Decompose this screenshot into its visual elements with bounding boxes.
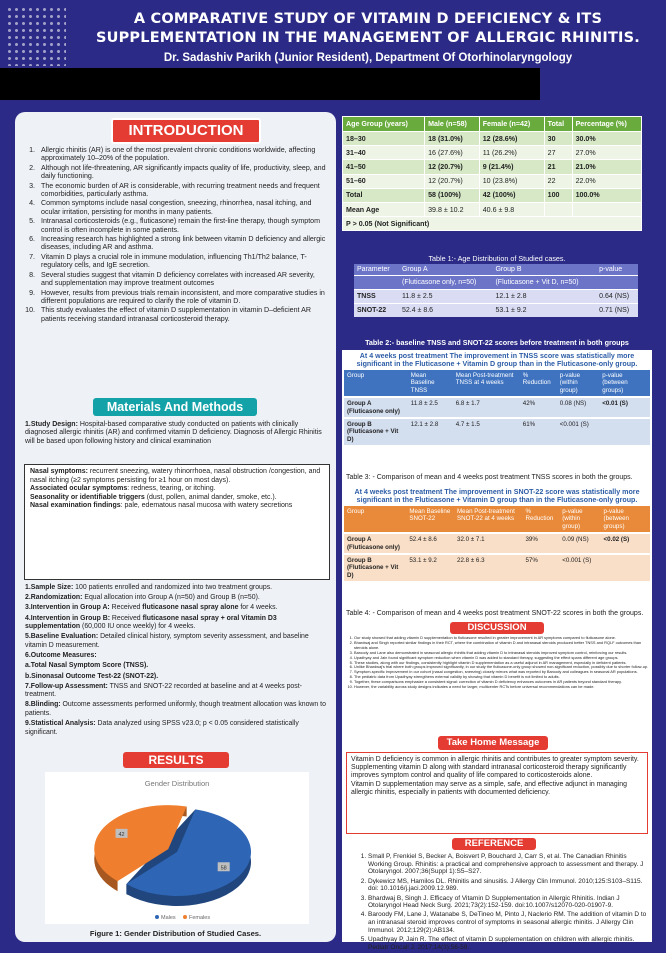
table-header-cell: Age Group (years) — [343, 117, 425, 132]
study-design-paragraph — [25, 421, 330, 446]
table-header-cell: p-value — [596, 264, 638, 276]
introduction-item: 9. However, results from previous trials remain inconsistent, and more comparative studies in different populations are required to clarify the role of vitamin D. — [37, 289, 327, 306]
table-cell: 52.4 ± 8.6 — [406, 533, 454, 554]
table-header-cell: Group — [344, 506, 406, 533]
discussion-item: 1. Our study showed that adding vitamin D supplementation to fluticasone resulted in greater improvement in AR symptoms compared to fluticasone alone. — [354, 636, 650, 641]
step-label: 9.Statistical Analysis: — [25, 720, 96, 728]
table-header-cell: Group — [344, 370, 408, 397]
tnss-comparison-table — [344, 370, 650, 445]
table-cell: 61% — [520, 418, 557, 445]
table-cell: 39.8 ± 10.2 — [425, 202, 480, 216]
title-line-2: SUPPLEMENTATION IN THE MANAGEMENT OF ALLERGIC RHINITIS. — [95, 30, 641, 46]
take-home-line: Vitamin D supplementation may serve as a simple, safe, and effective adjunct in managing allergic rhinitis, especially in patients with documented deficiency. — [351, 780, 627, 796]
table-cell: 12 (20.7%) — [425, 160, 480, 174]
results-white-panel — [342, 350, 652, 951]
table-cell: 22.8 ± 6.3 — [454, 554, 522, 581]
table-header-cell: p-value (between groups) — [599, 370, 650, 397]
reference-item: 3. Bhardwaj B, Singh J. Efficacy of Vitamin D Supplementation in Allergic Rhinitis. Indian J Otolaryngol Head Neck Surg. 2021;73(2):152-159. doi:10.1007/s12070-020-01907-9. — [368, 895, 648, 910]
table-header-cell: Parameter — [354, 264, 399, 276]
method-step — [25, 594, 331, 603]
step-text: Received — [109, 604, 143, 612]
gender-distribution-chart — [45, 772, 309, 924]
table-cell: TNSS — [354, 290, 399, 304]
table-cell: 58 (100%) — [425, 188, 480, 202]
data-label-females: 42 — [118, 831, 125, 838]
left-column-panel — [15, 112, 336, 942]
step-text: Detailed clinical history, symptom severity assessment, and baseline vitamin D measurement. — [25, 633, 309, 649]
table-cell — [601, 554, 650, 581]
step-text: Outcome assessments performed uniformly, though treatment allocation was known to patients. — [25, 701, 326, 718]
table-cell: 53.1 ± 9.2 — [492, 304, 596, 318]
table-header-cell: p-value (between groups) — [601, 506, 650, 533]
study-design-label: 1.Study Design: — [25, 421, 78, 428]
table-cell: 6.8 ± 1.7 — [453, 397, 520, 418]
figure-1-caption: Figure 1: Gender Distribution of Studied Cases. — [89, 929, 262, 938]
table-cell — [572, 202, 641, 216]
table-cell: 42 (100%) — [479, 188, 544, 202]
discussion-item: 4. Upadhyay and Jain found significant symptom reduction when vitamin D was added to standard therapy, suggesting the effect spans different age groups. — [354, 656, 650, 661]
table-2-caption: Table 2:- baseline TNSS and SNOT-22 scores before treatment in both groups — [365, 338, 629, 347]
table-cell — [599, 418, 650, 445]
table-cell: 100.0% — [572, 188, 641, 202]
dot-pattern-decoration — [6, 6, 66, 66]
table-cell: 12.1 ± 2.8 — [492, 290, 596, 304]
take-home-line: Supplementing vitamin D along with standard intranasal corticosteroid therapy significantly improves symptom control and quality of life compared to corticosteroids alone. — [351, 764, 627, 780]
table-row — [343, 132, 642, 146]
take-home-box — [346, 752, 648, 834]
table-cell: 32.0 ± 7.1 — [454, 533, 522, 554]
table-subheader-cell: (Fluticasone + Vit D, n=50) — [492, 276, 596, 290]
table-header-cell: % Reduction — [522, 506, 559, 533]
table-cell: Mean Age — [343, 202, 425, 216]
method-step — [25, 615, 331, 632]
introduction-item: 8. Several studies suggest that vitamin D deficiency correlates with increased AR severity, and supplementation may improve treatment outcomes — [37, 271, 327, 288]
method-step — [25, 633, 331, 650]
poster-title — [70, 10, 666, 48]
step-text: Equal allocation into Group A (n=50) and Group B (n=50). — [82, 594, 260, 602]
table-header-cell: p-value (within group) — [559, 506, 600, 533]
data-label-males: 58 — [220, 865, 227, 872]
table-cell: Total — [343, 188, 425, 202]
table-cell — [544, 202, 572, 216]
discussion-item: 2. Bhardwaj and Singh reported similar findings in their RCT, where the combination of vitamin D and intranasal steroids produced better TNSS and RQLF outcomes than steroids alone. — [354, 641, 650, 651]
table-row — [343, 202, 642, 216]
diagnosis-criterion — [30, 468, 324, 485]
method-step — [25, 673, 331, 682]
step-label: 6.Outcome Measures: — [25, 652, 97, 660]
snot22-comparison-table — [344, 506, 650, 581]
step-label: 3.Intervention in Group A: — [25, 604, 110, 612]
table-3-caption: Table 3: - Comparison of mean and 4 weeks post treatment TNSS scores in both the groups. — [346, 474, 633, 481]
reference-item: 5. Upadhyay P, Jain R. The effect of vitamin D supplementation on children with allergic rhinitis. Pediatr Oncall J. 2017;14(3):56-59. — [368, 936, 648, 951]
step-text: Data analyzed using SPSS v23.0; p < 0.05 considered statistically significant. — [25, 720, 299, 736]
diagnosis-criteria-box — [24, 464, 330, 580]
table-header-row — [343, 117, 642, 132]
table-cell: 51–60 — [343, 174, 425, 188]
discussion-item: 6. Unlike Bhardwaj's trial where both groups improved significantly, in our study the fluticasone-only group showed non-significant reduction, possibly due to shorter follow-up. — [354, 665, 650, 670]
table-cell: 12 (20.7%) — [425, 174, 480, 188]
criterion-text: : redness, tearing, or itching. — [127, 485, 216, 493]
criterion-text: recurrent sneezing, watery rhinorrhoea, nasal obstruction /congestion, and nasal itching (≥2 symptoms persisting for ≥1 hour on most days). — [30, 468, 321, 484]
baseline-scores-table — [354, 264, 638, 317]
table-cell: 30.0% — [572, 132, 641, 146]
introduction-item: 1. Allergic rhinitis (AR) is one of the most prevalent chronic conditions worldwide, affecting approximately 10–20% of the population. — [37, 146, 327, 163]
pie-chart-svg — [45, 772, 309, 924]
table-cell: 52.4 ± 8.6 — [399, 304, 492, 318]
table-header-cell: Male (n=58) — [425, 117, 480, 132]
table-row — [344, 397, 650, 418]
reference-heading: REFERENCE — [452, 838, 536, 850]
table-cell: SNOT-22 — [354, 304, 399, 318]
table-cell: 16 (27.6%) — [425, 146, 480, 160]
step-label: 8.Blinding: — [25, 701, 61, 709]
discussion-item: 10. However, the variability across study designs indicates a need for larger, multicenter RCTs before universal recommendations can be made. — [354, 685, 650, 690]
step-text-2: for 4 weeks. — [238, 604, 278, 612]
step-label: b.Sinonasal Outcome Test-22 (SNOT-22). — [25, 672, 159, 680]
table-cell: 42% — [520, 397, 557, 418]
methods-steps-list — [25, 584, 331, 739]
table-row — [344, 533, 650, 554]
criterion-label: Nasal symptoms: — [30, 468, 88, 475]
table-cell: 22 — [544, 174, 572, 188]
criterion-label: Seasonality or identifiable triggers — [30, 493, 145, 501]
step-label: 2.Randomization: — [25, 594, 83, 602]
methods-heading: Materials And Methods — [93, 398, 257, 416]
method-step — [25, 584, 331, 593]
discussion-item: 7. Symptom-specific improvement in our cohort (nasal congestion, sneezing) closely mirrors what was reported by Baroody and colleagues in seasonal AR populations. — [354, 670, 650, 675]
table-cell: 18–30 — [343, 132, 425, 146]
criterion-label: Associated ocular symptoms — [30, 485, 128, 493]
take-home-heading: Take Home Message — [438, 736, 548, 750]
step-emphasis: fluticasone nasal spray alone — [142, 604, 239, 612]
discussion-heading: DISCUSSION — [450, 622, 544, 634]
discussion-list — [344, 636, 650, 690]
table-1-caption: Table 1:- Age Distribution of Studied cases. — [428, 254, 566, 263]
results-heading: RESULTS — [123, 752, 229, 768]
legend-label-females: Females — [189, 915, 211, 921]
introduction-item: 7. Vitamin D plays a crucial role in immune modulation, influencing Th1/Th2 balance, T-regulatory cells, and IgE secretion. — [37, 253, 327, 270]
step-text: TNSS and SNOT-22 recorded at baseline and at 4 weeks post-treatment. — [25, 682, 302, 699]
right-column — [342, 116, 652, 951]
table-cell: 11.8 ± 2.5 — [399, 290, 492, 304]
table-row — [354, 290, 638, 304]
table-4-note: At 4 weeks post treatment The improvement in SNOT-22 score was statistically more significant in the Fluticasone + Vitamin D group than in the Fluticasone-only group. — [354, 488, 640, 505]
method-step — [25, 652, 331, 661]
diagnosis-criterion — [30, 485, 324, 494]
poster-header — [0, 0, 666, 100]
step-label: 1.Sample Size: — [25, 584, 74, 591]
table-header-cell: p-value (within group) — [557, 370, 600, 397]
table-cell: 21 — [544, 160, 572, 174]
table-cell: 11.8 ± 2.5 — [408, 397, 453, 418]
table-row — [343, 146, 642, 160]
table-header-cell: % Reduction — [520, 370, 557, 397]
step-label: 7.Follow-up Assessment: — [25, 682, 108, 690]
reference-list — [342, 853, 648, 953]
reference-item: 4. Baroody FM, Lane J, Watanabe S, DeTineo M, Pinto J, Naclerio RM. The addition of vitamin D to an intranasal steroid improves control of symptoms in seasonal allergic rhinitis. J Allergy Clin Immunol. 2012;129(2):AB134. — [368, 911, 648, 934]
table-cell: Group A (Fluticasone only) — [344, 533, 406, 554]
criterion-text: (dust, pollen, animal dander, smoke, etc.). — [144, 493, 277, 501]
method-step — [25, 604, 331, 613]
table-row — [354, 304, 638, 318]
table-header-cell: Mean Baseline SNOT-22 — [406, 506, 454, 533]
table-header-cell: Mean Post-treatment SNOT-22 at 4 weeks — [454, 506, 522, 533]
reference-item: 2. Dykewicz MS, Hamilos DL. Rhinitis and sinusitis. J Allergy Clin Immunol. 2010;125:S103–S115. doi: 10.1016/j.jaci.2009.12.989. — [368, 878, 648, 893]
table-cell: 30 — [544, 132, 572, 146]
header-black-band — [0, 68, 540, 100]
table-cell: 12 (28.6%) — [479, 132, 544, 146]
table-cell: 11 (26.2%) — [479, 146, 544, 160]
table-header-row — [354, 264, 638, 276]
criterion-text: : pale, edematous nasal mucosa with watery secretions — [120, 502, 293, 510]
diagnosis-criterion — [30, 494, 324, 503]
table-1-note: P > 0.05 (Not Significant) — [343, 217, 642, 231]
table-row — [343, 174, 642, 188]
table-header-row — [344, 506, 650, 533]
table-subheader-cell — [354, 276, 399, 290]
table-note-row — [343, 217, 642, 231]
table-cell: 39% — [522, 533, 559, 554]
table-subheader-cell — [596, 276, 638, 290]
table-cell: 0.08 (NS) — [557, 397, 600, 418]
legend-swatch-males — [155, 915, 159, 919]
table-cell: 4.7 ± 1.5 — [453, 418, 520, 445]
introduction-item: 5. Intranasal corticosteroids (e.g., fluticasone) remain the first-line therapy, though symptom control is often incomplete in some patients. — [37, 217, 327, 234]
table-header-cell: Percentage (%) — [572, 117, 641, 132]
step-label: 5.Baseline Evaluation: — [25, 633, 99, 641]
table-header-cell: Female (n=42) — [479, 117, 544, 132]
table-cell: 22.0% — [572, 174, 641, 188]
diagnosis-criterion — [30, 502, 324, 511]
table-header-cell: Group A — [399, 264, 492, 276]
table-4-caption: Table 4: - Comparison of mean and 4 weeks post treatment SNOT-22 scores in both the groups. — [346, 610, 644, 617]
chart-title: Gender Distribution — [144, 779, 210, 788]
take-home-line: Vitamin D deficiency is common in allergic rhinitis and contributes to greater symptom severity. — [351, 756, 639, 763]
author-line: Dr. Sadashiv Parikh (Junior Resident), Department Of Otorhinolaryngology — [163, 52, 573, 64]
table-cell: 10 (23.8%) — [479, 174, 544, 188]
table-row — [344, 418, 650, 445]
step-emphasis: fluticasone nasal spray + oral Vitamin D3 supplementation — [25, 614, 277, 631]
introduction-list — [15, 146, 327, 324]
table-3-note: At 4 weeks post treatment The improvement in TNSS score was statistically more significant in the Fluticasone + Vitamin D group than in the Fluticasone-only group. — [356, 352, 638, 369]
method-step — [25, 720, 331, 737]
step-text: 100 patients enrolled and randomized into two treatment groups. — [73, 584, 273, 591]
title-line-1: A COMPARATIVE STUDY OF VITAMIN D DEFICIENCY & ITS — [133, 11, 603, 27]
method-step — [25, 683, 331, 700]
discussion-item: 9. Together, these comparisons emphasize a consistent signal: correction of vitamin D deficiency enhances outcomes in AR patients beyond standard therapy. — [354, 680, 650, 685]
table-subheader-cell: (Fluticasone only, n=50) — [399, 276, 492, 290]
table-cell: Group B (Fluticasone + Vit D) — [344, 418, 408, 445]
reference-item: 1. Small P, Frenkiel S, Becker A, Boisvert P, Bouchard J, Carr S, et al. The Canadian Rhinitis Working Group. Rhinitis: a practical and comprehensive approach to assessment and therapy. J Otolaryngol. 2007;36(Suppl 1):S5–S27. — [368, 853, 648, 876]
table-header-row — [344, 370, 650, 397]
table-cell: 21.0% — [572, 160, 641, 174]
table-cell: Group A (Fluticasone only) — [344, 397, 408, 418]
step-text-2: (60,000 IU once weekly) for 4 weeks. — [80, 623, 196, 631]
table-cell: 27 — [544, 146, 572, 160]
table-header-cell: Mean Post-treatment TNSS at 4 weeks — [453, 370, 520, 397]
study-design-text: Hospital-based comparative study conducted on patients with clinically diagnosed allergic rhinitis (AR) and confirmed vitamin D deficiency. Diagnosis of Allergic Rhinitis will be based upon following history and clinical examination — [25, 421, 322, 445]
table-cell: 57% — [522, 554, 559, 581]
table-cell: <0.001 (S) — [559, 554, 600, 581]
table-header-cell: Mean Baseline TNSS — [408, 370, 453, 397]
step-label: a.Total Nasal Symptom Score (TNSS). — [25, 662, 149, 670]
table-subheader-row — [354, 276, 638, 290]
table-cell: <0.02 (S) — [601, 533, 650, 554]
table-cell: 18 (31.0%) — [425, 132, 480, 146]
table-cell: 31–40 — [343, 146, 425, 160]
table-cell: 0.09 (NS) — [559, 533, 600, 554]
legend-label-males: Males — [161, 915, 176, 921]
discussion-item: 5. These studies, along with our findings, consistently highlight vitamin D supplementation as a useful adjunct in AR management, especially in deficient patients. — [354, 661, 650, 666]
step-text: Received — [110, 614, 143, 622]
table-row — [343, 160, 642, 174]
table-cell: 100 — [544, 188, 572, 202]
table-cell: <0.01 (S) — [599, 397, 650, 418]
introduction-item: 4. Common symptoms include nasal congestion, sneezing, rhinorrhea, nasal itching, and ocular irritation, persisting for months in many patients. — [37, 199, 327, 216]
introduction-item: 2. Although not life-threatening, AR significantly impacts quality of life, productivity, sleep, and daily functioning. — [37, 164, 327, 181]
table-cell: 0.64 (NS) — [596, 290, 638, 304]
legend-swatch-females — [183, 915, 187, 919]
table-cell: 40.6 ± 9.8 — [479, 202, 544, 216]
age-distribution-table — [342, 116, 642, 231]
method-step — [25, 662, 331, 671]
table-cell: 0.71 (NS) — [596, 304, 638, 318]
table-header-cell: Group B — [492, 264, 596, 276]
table-cell: 9 (21.4%) — [479, 160, 544, 174]
table-header-cell: Total — [544, 117, 572, 132]
introduction-item: 10. This study evaluates the effect of vitamin D supplementation in vitamin D–deficient AR patients receiving standard intranasal corticosteroid therapy. — [37, 306, 327, 323]
table-cell: 53.1 ± 9.2 — [406, 554, 454, 581]
table-row — [343, 188, 642, 202]
introduction-heading: INTRODUCTION — [111, 118, 261, 144]
method-step — [25, 701, 331, 718]
table-cell: 27.0% — [572, 146, 641, 160]
step-label: 4.Intervention in Group B: — [25, 614, 110, 622]
table-cell: 12.1 ± 2.8 — [408, 418, 453, 445]
table-cell: <0.001 (S) — [557, 418, 600, 445]
criterion-label: Nasal examination findings — [30, 502, 121, 510]
table-cell: 41–50 — [343, 160, 425, 174]
discussion-item: 3. Baroody and Lane also demonstrated in seasonal allergic rhinitis that adding vitamin D to intranasal steroids improved symptom control, reinforcing our results. — [354, 651, 650, 656]
introduction-item: 6. Increasing research has highlighted a strong link between vitamin D deficiency and allergic diseases, including AR and asthma. — [37, 235, 327, 252]
table-row — [344, 554, 650, 581]
table-cell: Group B (Fluticasone + Vit D) — [344, 554, 406, 581]
introduction-item: 3. The economic burden of AR is considerable, with recurring treatment needs and frequent comorbidities, particularly asthma. — [37, 182, 327, 199]
discussion-item: 8. The pediatric data from Upadhyay strengthens external validity by showing that vitamin D benefit is not limited to adults. — [354, 675, 650, 680]
